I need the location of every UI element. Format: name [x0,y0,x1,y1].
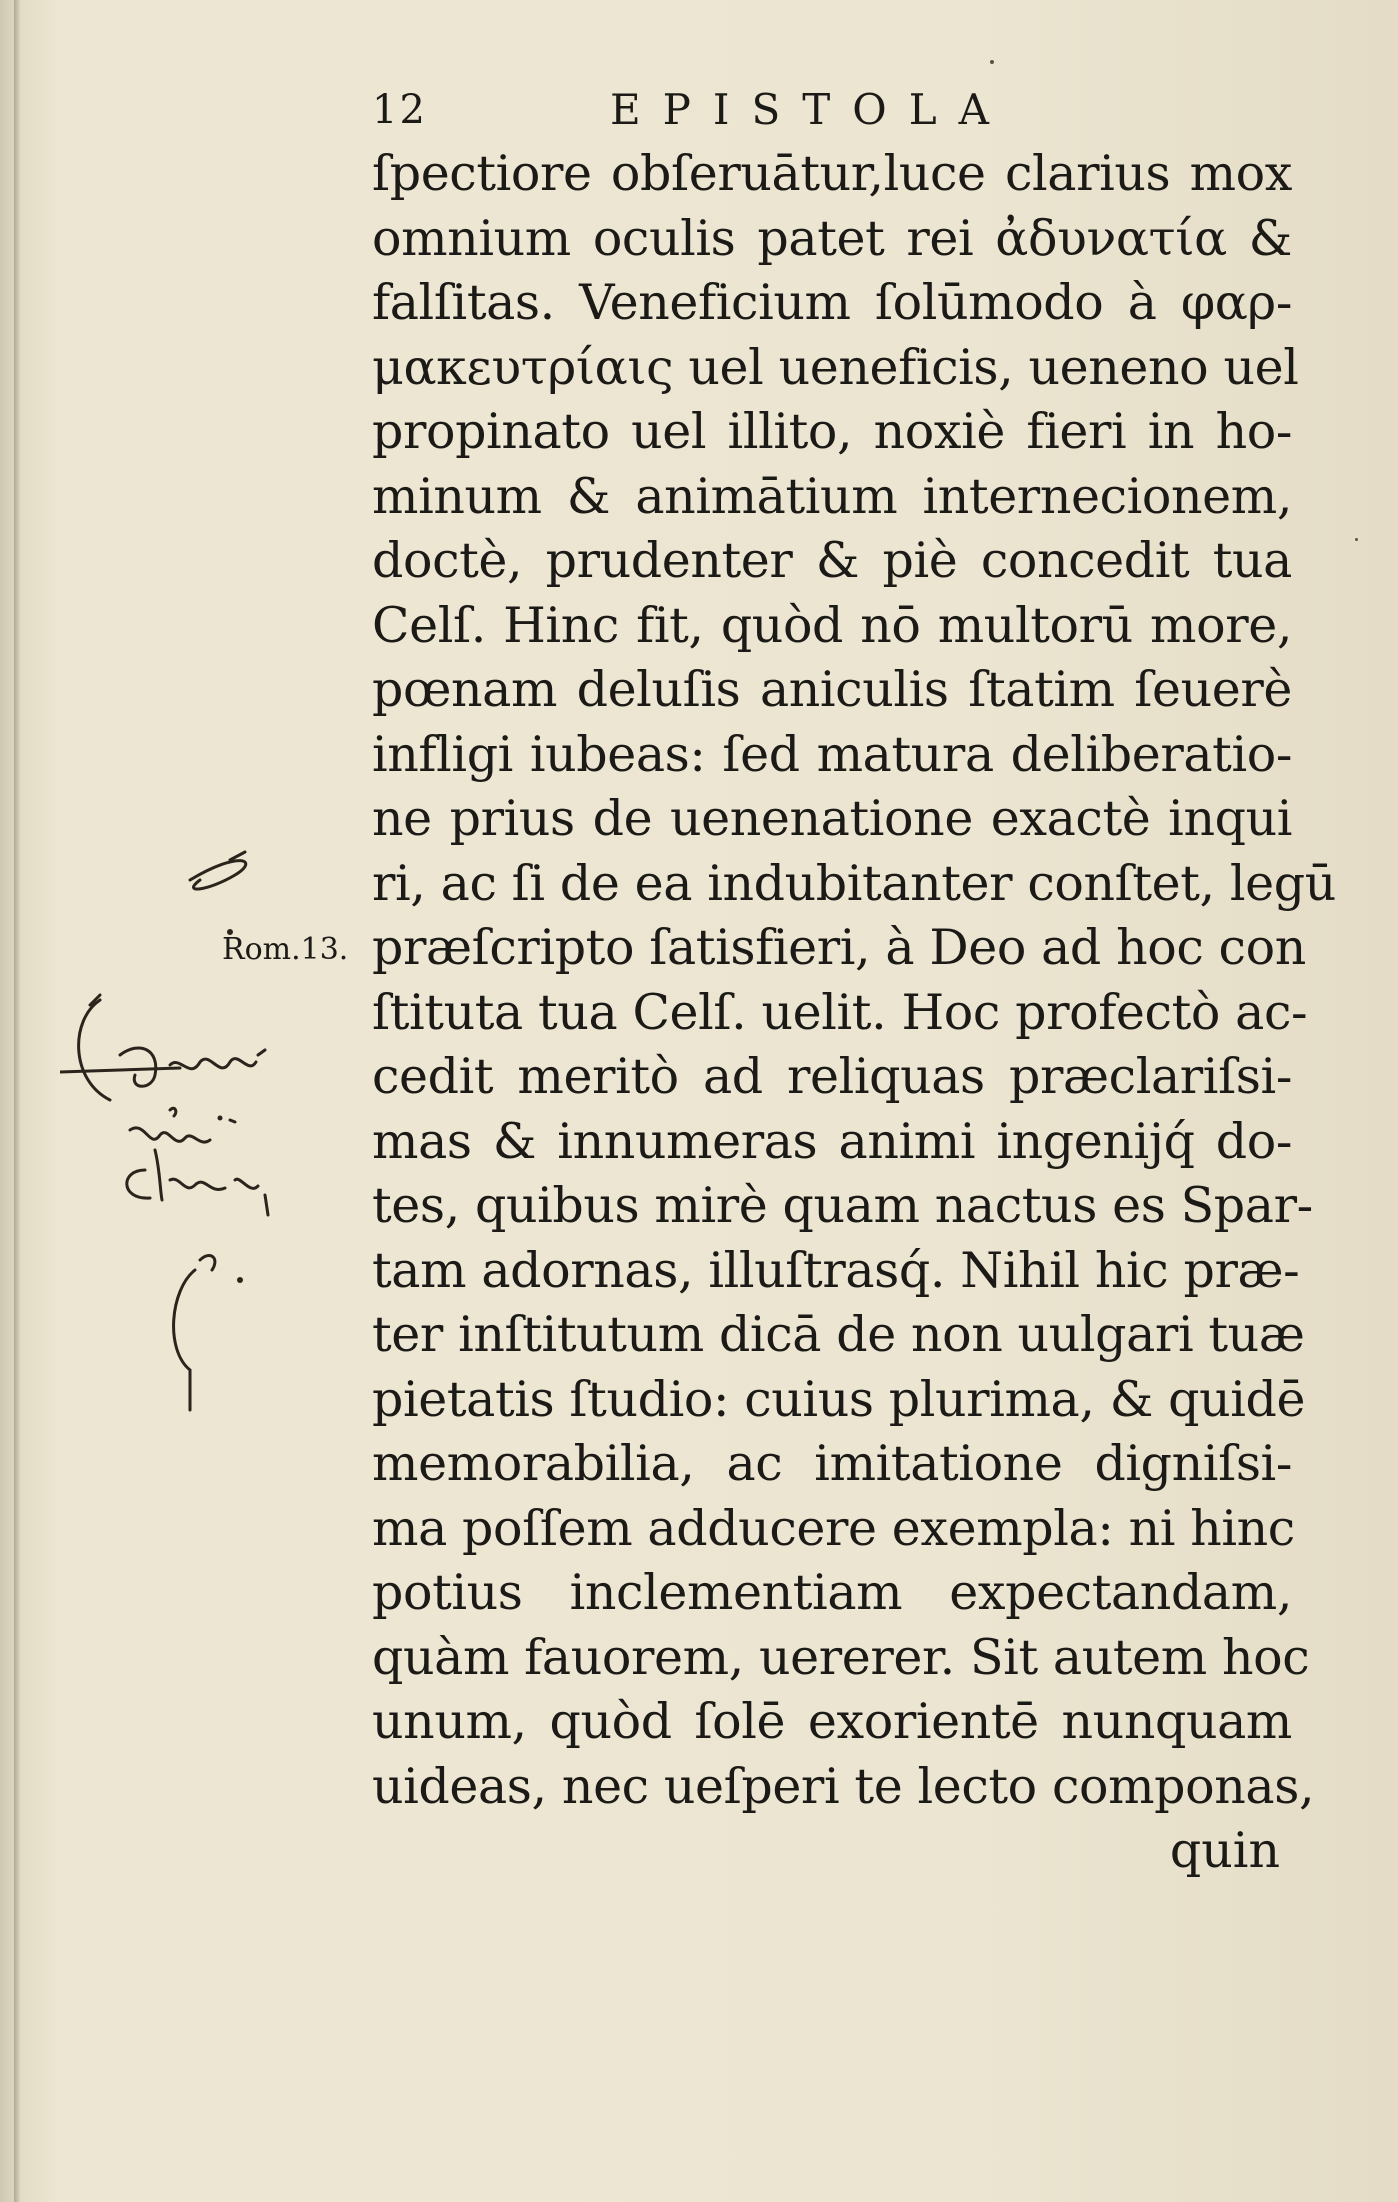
text-line: uideas, nec ueſperi te lecto componas, [372,1757,1315,1815]
text-line: doctè, prudenter & piè concedit tua [372,532,1292,589]
body-text [372,142,1336,1819]
paper-speck [1355,538,1358,541]
catchword: quin [1169,1822,1280,1879]
text-line: pœnam deluſis aniculis ſtatim ſeuerè [372,661,1292,718]
text-line: minum & animātium internecionem, [372,467,1292,525]
paper-speck [990,60,994,64]
gutter-shadow [14,0,20,2202]
text-line: Celſ. Hinc fit, quòd nō multorū more, [372,596,1292,654]
text-line: quàm fauorem, uererer. Sit autem hoc [372,1628,1310,1686]
page-number: 12 [372,87,427,133]
running-title: EPISTOLA [610,85,1011,134]
text-line: propinato uel illito, noxiè fieri in ho- [372,403,1292,460]
text-line: falſitas. Veneficium ſolūmodo à φαρ- [372,274,1292,331]
text-line: ma poſſem adducere exempla: ni hinc [372,1499,1295,1557]
text-line: omnium oculis patet rei ἀδυνατία & [372,209,1292,267]
text-line: ſpectiore obſeruātur,luce clarius mox [372,145,1292,202]
text-line: mas & innumeras animi ingenijq́ do- [372,1112,1292,1170]
text-line: pietatis ſtudio: cuius plurima, & quidē [372,1370,1306,1428]
text-line: ter inſtitutum dicā de non uulgari tuæ [372,1306,1305,1363]
text-line: ſtituta tua Celſ. uelit. Hoc profectò ac- [372,983,1308,1041]
running-head [372,78,1292,142]
text-line: memorabilia, ac imitatione digniſsi- [372,1435,1292,1492]
text-line: cedit meritò ad reliquas præclariſsi- [372,1048,1292,1105]
margin-reference: Rom.13. [222,932,349,967]
text-line: ri, ac ſi de ea indubitanter conſtet, legū [372,854,1336,912]
text-line: unum, quòd ſolē exorientē nunquam [372,1693,1292,1750]
text-line: tes, quibus mirè quam nactus es Spar- [372,1177,1313,1234]
text-line: ne prius de uenenatione exactè inqui [372,790,1292,847]
text-line: μακευτρίαις uel ueneficis, ueneno uel [372,338,1299,396]
text-line: potius inclementiam expectandam, [372,1564,1292,1621]
text-line: infligi iubeas: ſed matura deliberatio- [372,725,1292,783]
text-line: tam adornas, illuſtrasq́. Nihil hic præ- [372,1241,1300,1299]
text-line: præſcripto ſatisfieri, à Deo ad hoc con [372,919,1306,976]
text-block [372,78,1336,1883]
